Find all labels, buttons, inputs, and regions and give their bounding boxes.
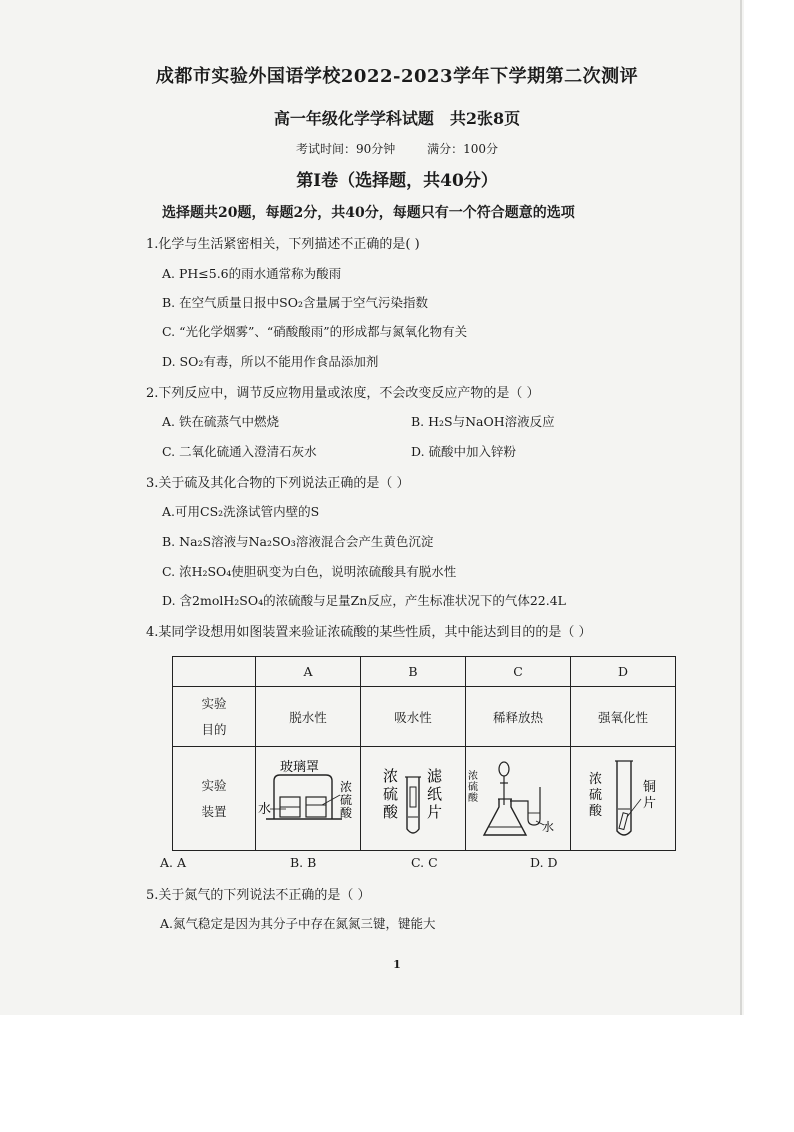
acid-label-b3: 酸 — [383, 803, 399, 821]
purpose-c: 稀释放热 — [466, 687, 571, 747]
full-score: 满分：100分 — [427, 142, 498, 156]
purpose-row-head — [173, 687, 256, 747]
experiment-table — [172, 656, 676, 851]
question-2-option-d: D. 硫酸中加入锌粉 — [411, 444, 517, 459]
question-5-stem: 5.关于氮气的下列说法不正确的是（ ） — [146, 888, 371, 903]
table-header-row — [173, 657, 676, 687]
dilution-flask-diagram — [466, 747, 570, 847]
column-header-b: B — [361, 657, 466, 687]
acid-label-b2: 硫 — [383, 785, 399, 803]
apparatus-c-cell — [466, 747, 571, 851]
question-1-option-c: C. “光化学烟雾”、“硝酸酸雨”的形成都与氮氧化物有关 — [162, 324, 468, 339]
purpose-head-line1: 实验 — [201, 695, 227, 711]
question-4-stem: 4.某同学设想用如图装置来验证浓硫酸的某些性质，其中能达到目的的是（ ） — [146, 625, 592, 640]
acid-label-c1: 浓 — [468, 771, 478, 782]
copper-label-2: 片 — [643, 796, 657, 811]
question-2-option-a: A. 铁在硫蒸气中燃烧 — [162, 414, 279, 429]
apparatus-d-cell — [571, 747, 676, 851]
question-1-stem: 1.化学与生活紧密相关，下列描述不正确的是( ) — [146, 237, 420, 252]
question-4-option-a: A. A — [160, 855, 187, 870]
question-2-option-b: B. H₂S与NaOH溶液反应 — [411, 414, 555, 429]
acid-label-2: 硫 — [340, 793, 353, 807]
table-corner-cell — [173, 657, 256, 687]
purpose-a: 脱水性 — [256, 687, 361, 747]
water-label-c: 水 — [542, 820, 555, 834]
question-3-stem: 3.关于硫及其化合物的下列说法正确的是（ ） — [146, 476, 410, 491]
apparatus-a-cell — [256, 747, 361, 851]
question-4-option-c: C. C — [411, 855, 438, 870]
filter-paper-tube-diagram — [361, 747, 465, 847]
apparatus-b-cell — [361, 747, 466, 851]
glass-cover-label: 玻璃罩 — [280, 760, 320, 775]
question-3-option-b: B. Na₂S溶液与Na₂SO₃溶液混合会产生黄色沉淀 — [162, 534, 434, 549]
apparatus-row — [173, 747, 676, 851]
purpose-row — [173, 687, 676, 747]
column-header-a: A — [256, 657, 361, 687]
acid-label-c2: 硫 — [468, 782, 478, 793]
question-1-option-a: A. PH≤5.6的雨水通常称为酸雨 — [162, 266, 342, 281]
question-4-option-d: D. D — [530, 855, 558, 870]
acid-label-d1: 浓 — [589, 772, 603, 787]
purpose-b: 吸水性 — [361, 687, 466, 747]
question-4-option-b: B. B — [290, 855, 317, 870]
question-3-option-c: C. 浓H₂SO₄使胆矾变为白色，说明浓硫酸具有脱水性 — [162, 564, 457, 579]
glass-cover-apparatus-diagram — [256, 747, 360, 847]
question-2-stem: 2.下列反应中，调节反应物用量或浓度，不会改变反应产物的是（ ） — [146, 386, 540, 401]
question-2-option-c: C. 二氧化硫通入澄清石灰水 — [162, 444, 317, 459]
purpose-d: 强氧化性 — [571, 687, 676, 747]
question-1-option-b: B. 在空气质量日报中SO₂含量属于空气污染指数 — [162, 295, 428, 310]
copper-tube-diagram — [571, 747, 675, 847]
exam-subtitle: 高一年级化学学科试题 共2张8页 — [273, 109, 521, 128]
column-header-c: C — [466, 657, 571, 687]
question-1-option-d: D. SO₂有毒，所以不能用作食品添加剂 — [162, 354, 379, 369]
acid-label-c3: 酸 — [468, 793, 478, 804]
acid-label-b1: 浓 — [383, 767, 399, 785]
section-instructions: 选择题共20题，每题2分，共40分，每题只有一个符合题意的选项 — [162, 205, 575, 221]
water-label: 水 — [258, 802, 272, 817]
paper-label-3: 片 — [427, 803, 443, 821]
question-3-option-d: D. 含2molH₂SO₄的浓硫酸与足量Zn反应，产生标准状况下的气体22.4L — [162, 593, 566, 608]
acid-label-3: 酸 — [340, 806, 353, 820]
apparatus-row-head — [173, 747, 256, 851]
exam-meta — [0, 140, 794, 157]
paper-label-1: 滤 — [427, 767, 443, 785]
question-5-option-a: A.氮气稳定是因为其分子中存在氮氮三键，键能大 — [160, 916, 436, 931]
exam-title: 成都市实验外国语学校2022-2023学年下学期第二次测评 — [155, 66, 639, 87]
question-3-option-a: A.可用CS₂洗涤试管内壁的S — [162, 504, 320, 519]
section-title: 第Ⅰ卷（选择题，共40分） — [296, 171, 498, 191]
apparatus-head-line1: 实验 — [201, 777, 227, 793]
purpose-head-line2: 目的 — [201, 721, 227, 737]
acid-label-1: 浓 — [340, 780, 353, 794]
apparatus-head-line2: 装置 — [201, 803, 227, 819]
paper-label-2: 纸 — [427, 785, 443, 803]
column-header-d: D — [571, 657, 676, 687]
acid-label-d2: 硫 — [589, 788, 603, 803]
exam-time: 考试时间：90分钟 — [295, 142, 396, 156]
copper-label-1: 铜 — [643, 780, 657, 795]
acid-label-d3: 酸 — [589, 804, 603, 819]
page-number: 1 — [393, 958, 401, 971]
